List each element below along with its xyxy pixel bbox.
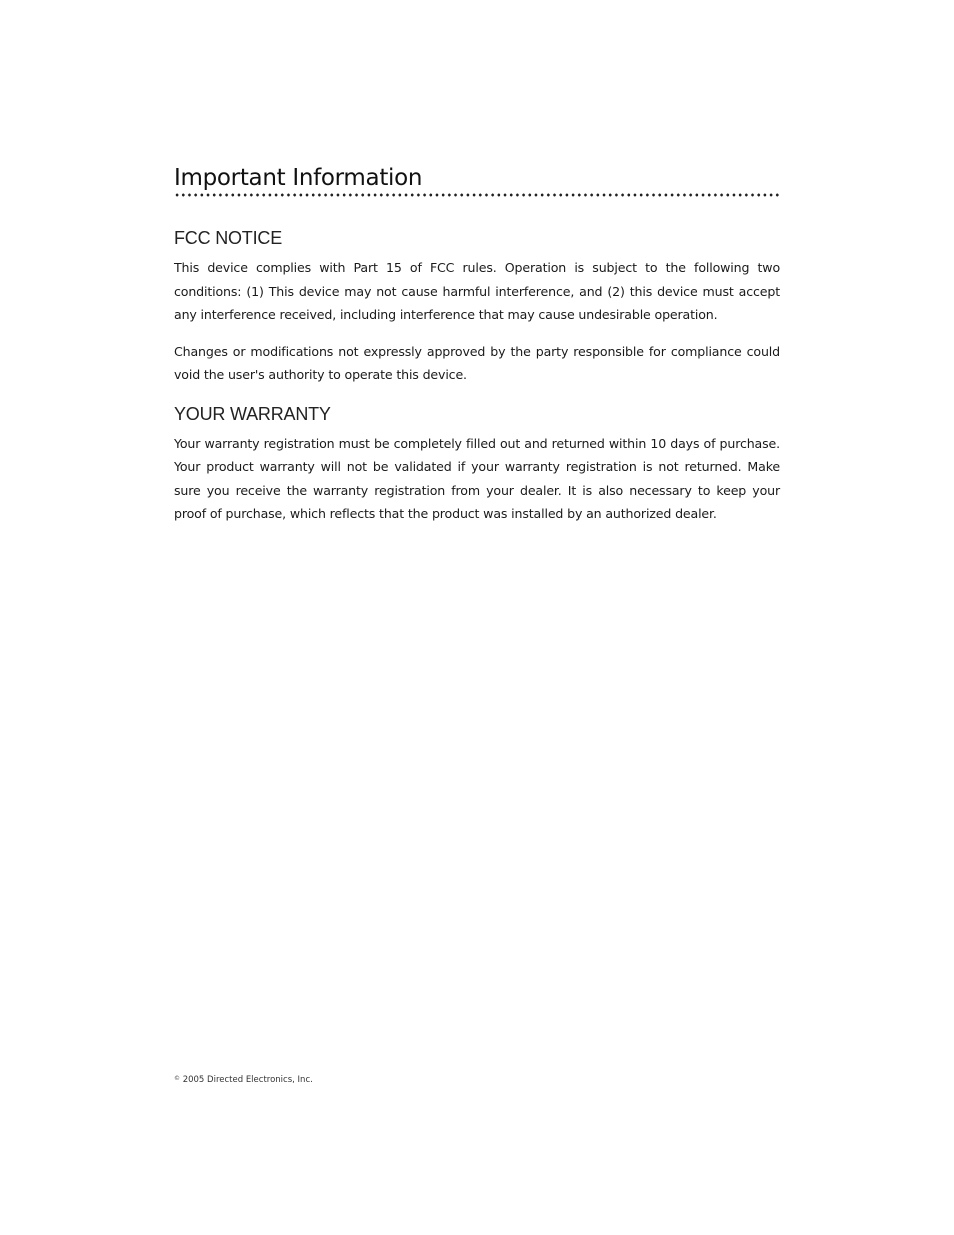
dotted-divider [174, 193, 780, 197]
page-title: Important Information [174, 165, 423, 191]
title-row [174, 163, 780, 197]
warranty-paragraph-1: Your warranty registration must be completely filled out and returned within 10 days of purchase. Your product warranty will not be validated if your warranty registration is not returned. Make sure you receive the warranty registration from your dealer. It is also necessary to keep your proof of purchase, which reflects that the product was installed by an authorized dealer. [174, 435, 780, 521]
copyright-footer [174, 1075, 313, 1085]
fcc-notice-paragraph-2: Changes or modifications not expressly approved by the party responsible for compliance could void the user's authority to operate this device. [174, 343, 780, 382]
warranty-section [174, 403, 780, 526]
fcc-notice-paragraph-1: This device complies with Part 15 of FCC rules. Operation is subject to the following two conditions: (1) This device may not cause harmful interference, and (2) this device must accept any interference received, including interference that may cause undesirable operation. [174, 260, 780, 322]
copyright-symbol: © [174, 1075, 180, 1082]
page-content [174, 163, 780, 526]
fcc-notice-section [174, 227, 780, 387]
warranty-heading: YOUR WARRANTY [174, 403, 331, 424]
copyright-text: 2005 Directed Electronics, Inc. [182, 1075, 313, 1085]
fcc-notice-heading: FCC NOTICE [174, 228, 282, 248]
